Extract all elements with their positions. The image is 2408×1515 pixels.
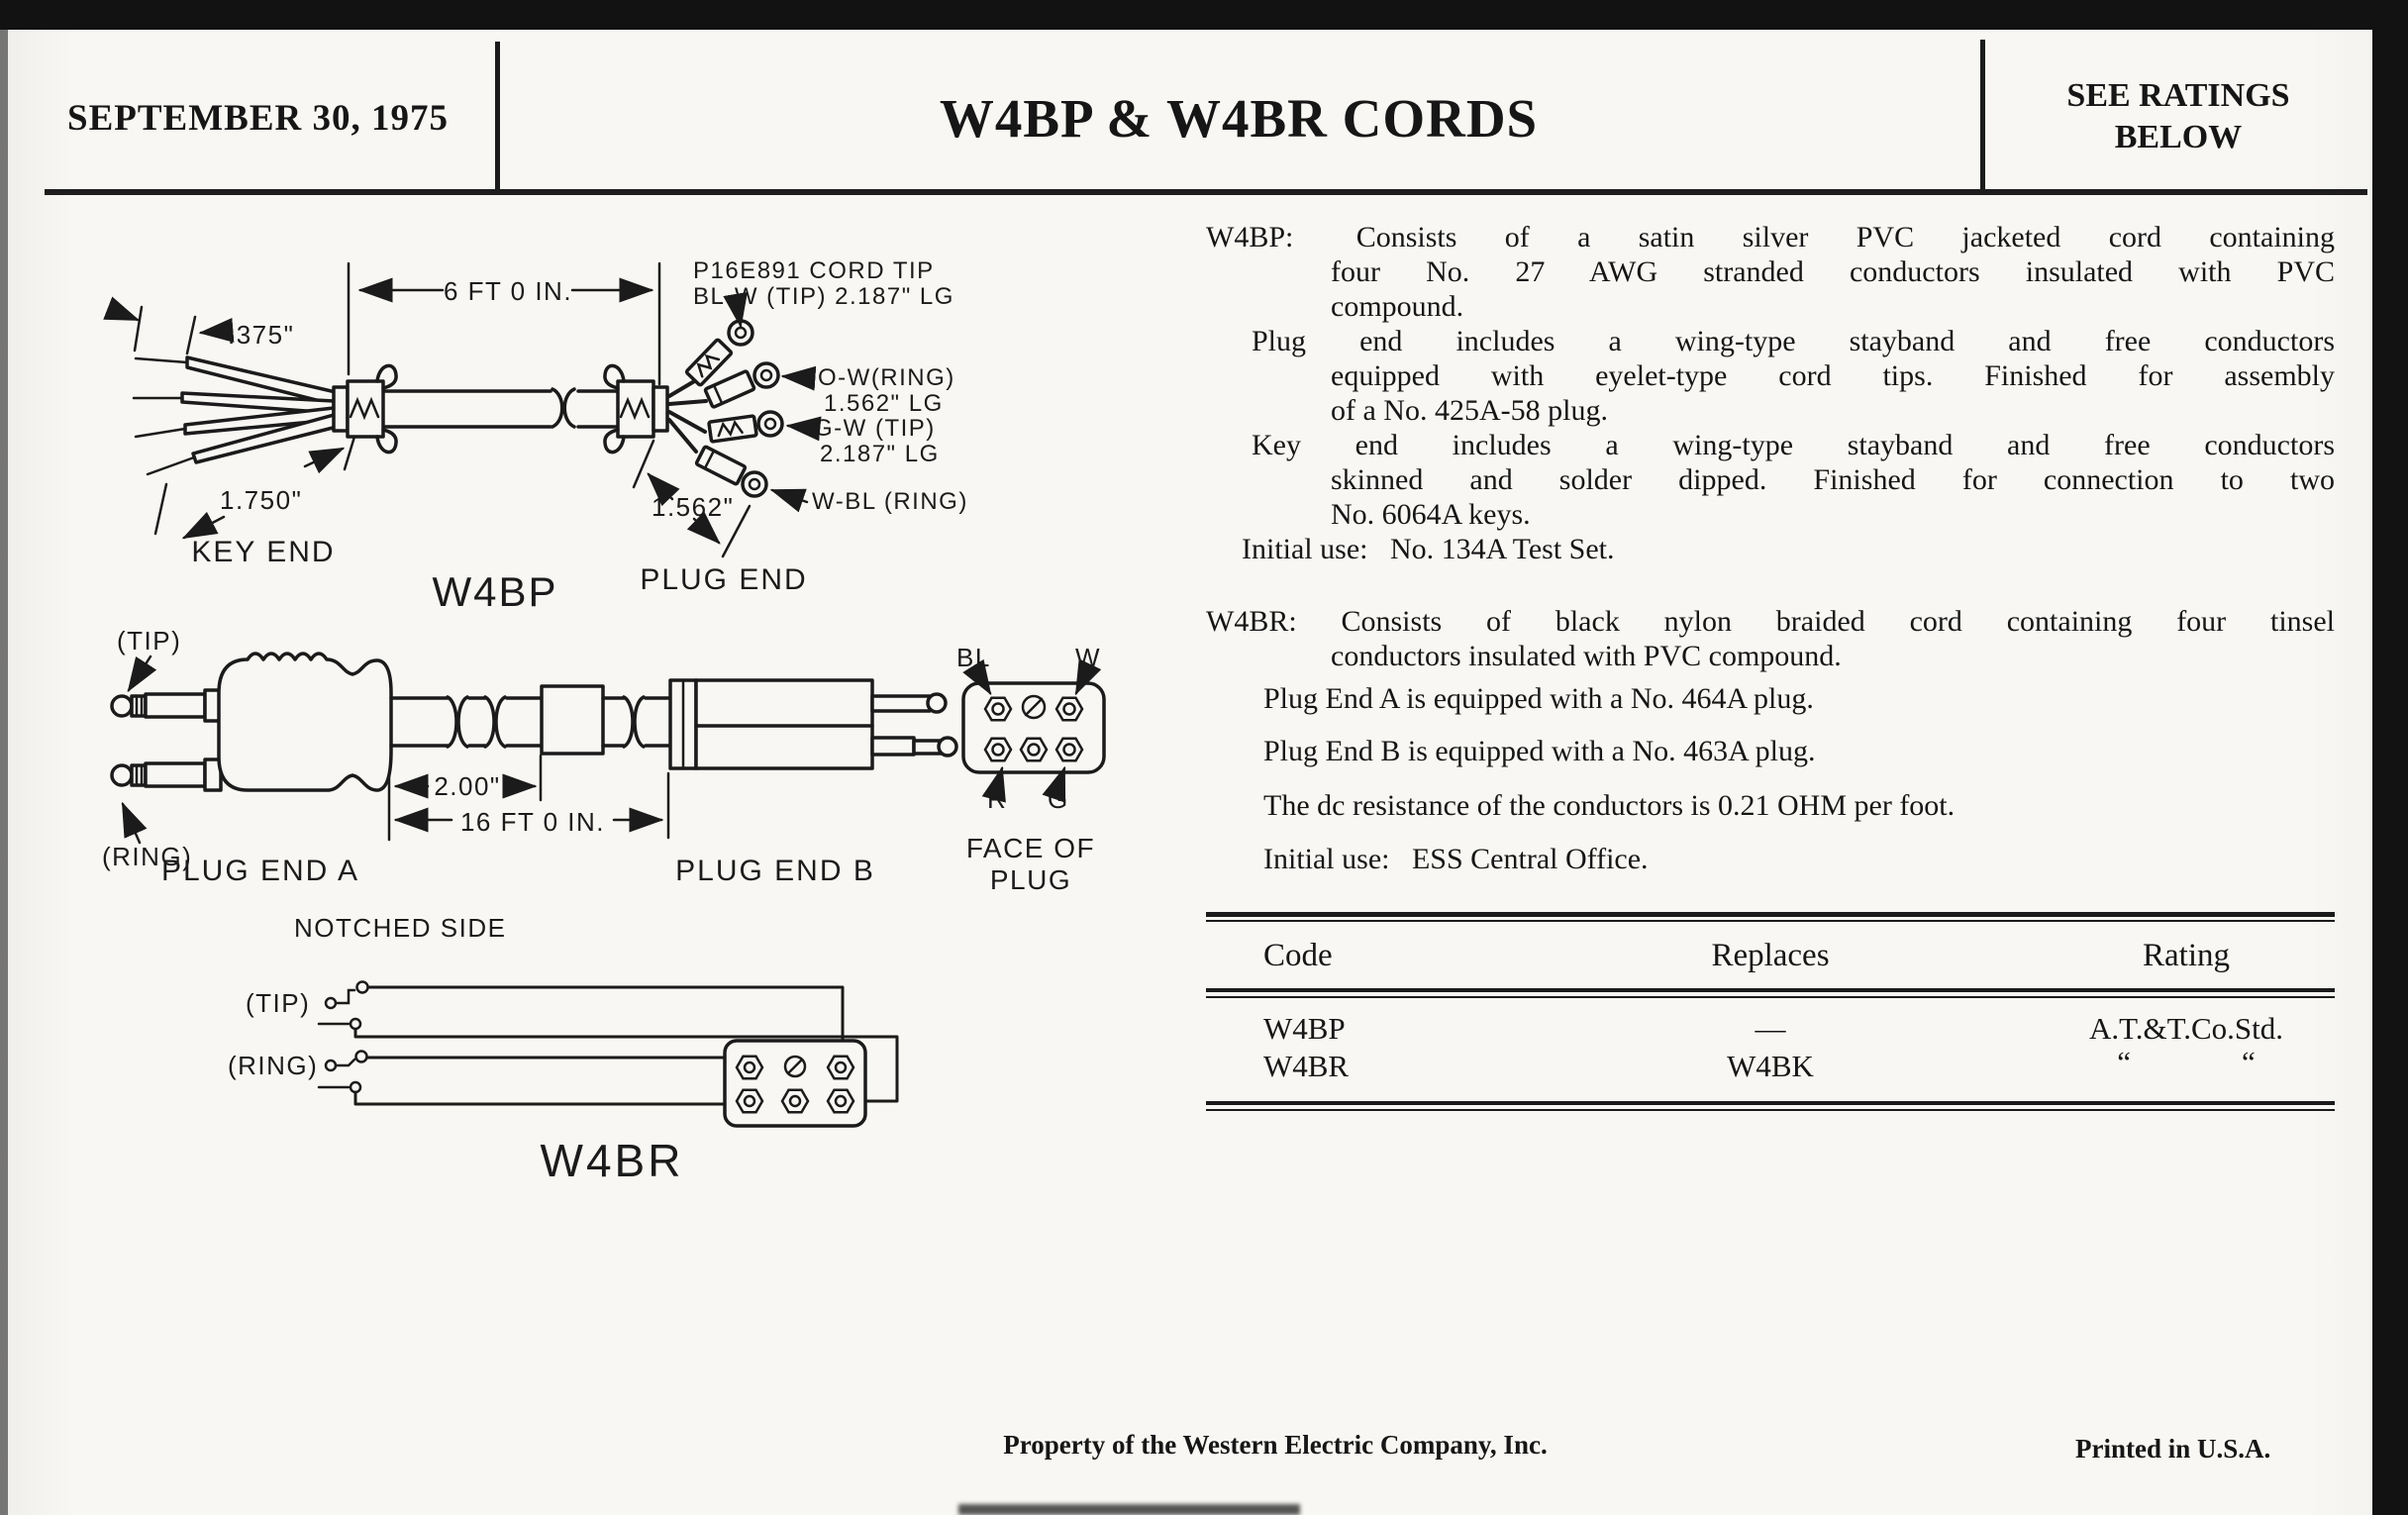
face-g-label: G <box>1048 784 1069 814</box>
w4br-cord-figure <box>59 612 1139 909</box>
cell-code: W4BP <box>1263 1011 1346 1046</box>
scan-smudge-bottom <box>958 1504 1300 1515</box>
w4bp-caption: W4BP <box>432 568 558 615</box>
spec-line: four No. 27 AWG stranded conductors insulated with PVC <box>1331 255 2335 288</box>
spec-line: Initial use: No. 134A Test Set. <box>1242 533 1615 565</box>
schematic-ring-label: (RING) <box>228 1051 319 1080</box>
cell-replaces: — <box>1755 1011 1786 1046</box>
ditto-mark: “ <box>2117 1045 2131 1079</box>
table-rule-mid <box>1206 988 2335 998</box>
table-header-row <box>1206 922 2335 988</box>
w4br-plug-end-a-label: PLUG END A <box>160 855 360 887</box>
spec-line: W4BP: Consists of a satin silver PVC jacketed cord containing <box>1206 221 2335 253</box>
footer-property-notice: Property of the Western Electric Company, Inc. <box>1003 1430 1548 1460</box>
w4br-schematic-drawing <box>319 982 897 1127</box>
face-w-label: W <box>1075 643 1102 672</box>
scan-edge-left <box>0 28 8 1515</box>
scan-edge-right <box>2372 0 2408 1515</box>
w4br-dim-a: 2.00" <box>434 771 501 801</box>
table-rule-bottom <box>1206 1101 2335 1111</box>
table-row <box>1206 1010 2335 1048</box>
spec-line: Plug End B is equipped with a No. 463A plug. <box>1263 735 1816 767</box>
cell-replaces: W4BK <box>1727 1049 1814 1083</box>
w4bp-dim-overall: 6 FT 0 IN. <box>443 276 573 306</box>
spec-line: Initial use: ESS Central Office. <box>1263 843 1649 875</box>
spec-line: conductors insulated with PVC compound. <box>1331 640 1842 672</box>
column-header-code: Code <box>1263 938 1333 973</box>
ratings-note-line1: SEE RATINGS <box>2066 77 2290 114</box>
footer-printed-notice: Printed in U.S.A. <box>2075 1434 2271 1464</box>
page-title: W4BP & W4BR CORDS <box>939 88 1539 149</box>
table-row <box>1206 1045 2335 1085</box>
w4bp-ow-label-1: O-W(RING) <box>818 364 955 391</box>
cell-code: W4BR <box>1263 1049 1350 1083</box>
ratings-note-line2: BELOW <box>2114 119 2243 155</box>
w4bp-gw-label-2: 2.187" LG <box>820 441 940 467</box>
w4bp-cordtip-label-2: BL-W (TIP) 2.187" LG <box>693 283 954 310</box>
w4bp-cord-figure <box>59 238 1149 624</box>
table-body <box>1206 998 2335 1101</box>
w4br-ring-label: (RING) <box>102 842 193 871</box>
w4br-caption: W4BR <box>540 1135 684 1186</box>
header-rule <box>45 189 2367 195</box>
spec-line: W4BR: Consists of black nylon braided cord containing four tinsel <box>1206 605 2335 638</box>
face-bl-label: BL <box>956 643 991 672</box>
ratings-table <box>1206 912 2335 1111</box>
spec-line: skinned and solder dipped. Finished for connection to two <box>1331 463 2335 496</box>
cell-rating-ditto <box>2038 1045 2335 1085</box>
w4bp-plug-end-label: PLUG END <box>640 563 808 596</box>
ditto-mark: “ <box>2242 1045 2256 1079</box>
w4br-tip-label: (TIP) <box>117 626 182 656</box>
w4br-plug-end-b-label: PLUG END B <box>675 855 875 887</box>
spec-text-w4br <box>1206 604 2335 876</box>
spec-line: No. 6064A keys. <box>1331 498 1531 531</box>
table-rule-top <box>1206 912 2335 922</box>
issue-date: SEPTEMBER 30, 1975 <box>67 98 449 139</box>
spec-line: Key end includes a wing-type stayband and free conductors <box>1252 429 2335 461</box>
w4bp-key-end-label: KEY END <box>191 536 336 568</box>
ratings-note <box>1984 75 2372 158</box>
spec-line: Plug end includes a wing-type stayband and free conductors <box>1252 325 2335 357</box>
face-r-label: R <box>987 784 1008 814</box>
w4bp-gw-label-1: G-W (TIP) <box>814 415 936 442</box>
column-header-rating: Rating <box>2143 938 2230 973</box>
w4br-wiring-schematic <box>149 896 970 1193</box>
spec-line: compound. <box>1331 290 1464 323</box>
w4br-dim-overall: 16 FT 0 IN. <box>459 807 606 837</box>
spec-text-w4bp <box>1206 220 2335 876</box>
w4bp-wbl-label: W-BL (RING) <box>812 488 968 515</box>
w4bp-dim-plug: 1.562" <box>652 492 735 522</box>
spec-line: equipped with eyelet-type cord tips. Finished for assembly <box>1331 359 2335 392</box>
scan-edge-top <box>0 0 2408 30</box>
w4br-cord-drawing <box>112 654 1104 843</box>
w4bp-cordtip-label-1: P16E891 CORD TIP <box>693 257 935 284</box>
schematic-notched-label: NOTCHED SIDE <box>294 913 507 943</box>
spec-line: The dc resistance of the conductors is 0.21 OHM per foot. <box>1263 789 1956 822</box>
w4bp-dim-skin: .375" <box>228 320 295 350</box>
face-caption-line1: FACE OF <box>965 833 1096 863</box>
spec-line: Plug End A is equipped with a No. 464A plug. <box>1263 682 1814 715</box>
schematic-tip-label: (TIP) <box>246 988 311 1018</box>
w4bp-dim-key: 1.750" <box>220 485 303 515</box>
spec-line: of a No. 425A-58 plug. <box>1331 394 1608 427</box>
w4bp-ow-label-2: 1.562" LG <box>824 390 944 417</box>
cell-rating: A.T.&T.Co.Std. <box>2088 1011 2284 1046</box>
face-caption-line2: PLUG <box>989 864 1072 895</box>
column-header-replaces: Replaces <box>1711 938 1830 973</box>
